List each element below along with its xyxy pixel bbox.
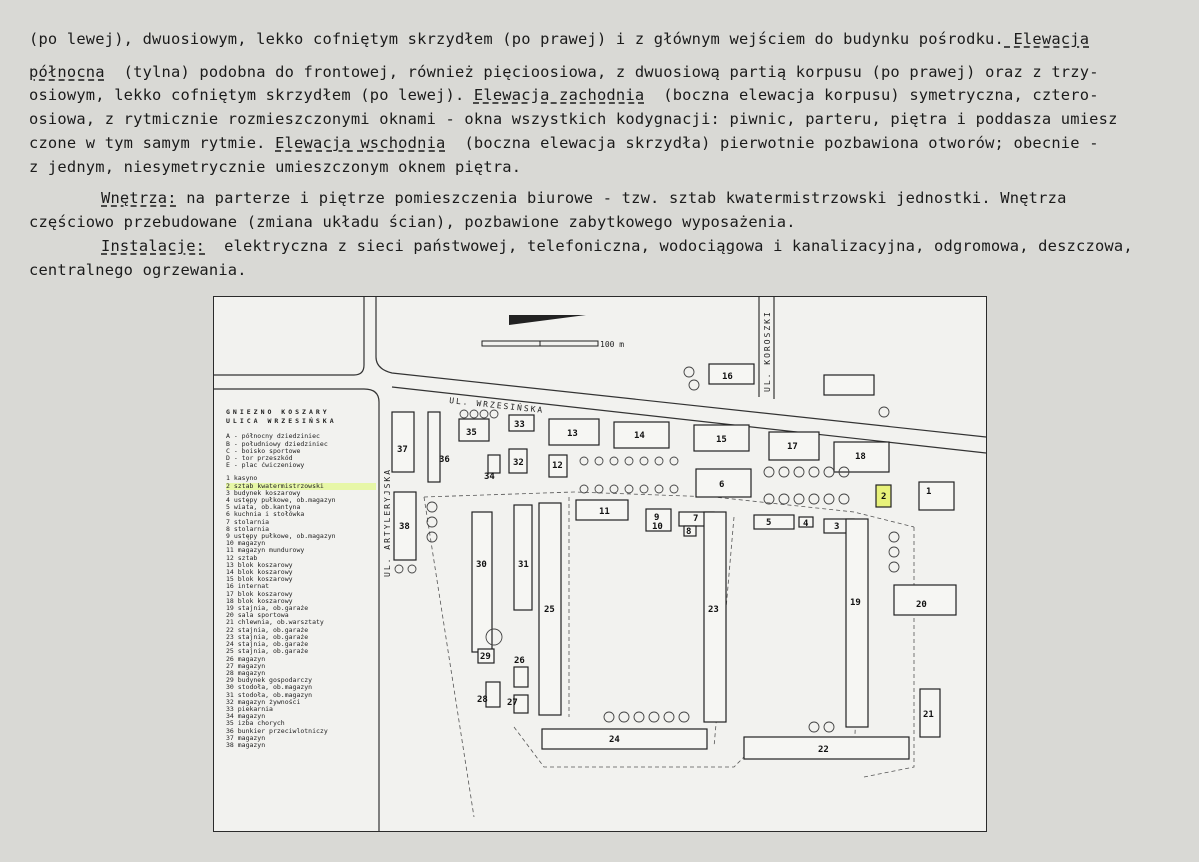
legend-item: 30 stodoła, ob.magazyn [226,683,313,692]
svg-text:20: 20 [916,600,927,610]
svg-text:12: 12 [552,461,563,471]
legend-item: 21 chlewnia, ob.warsztaty [226,618,324,627]
text-line-9: Instalacje: elektryczna z sieci państwowej, telefoniczna, wodociągowa i kanalizacyjna, odgromowa, deszczowa, [101,237,1133,255]
legend-subtitle: ULICA WRZESIŃSKA [226,417,337,426]
legend-item: 24 stajnia, ob.garaże [226,640,309,649]
legend-item: 29 budynek gospodarczy [226,676,313,685]
svg-text:25: 25 [544,605,555,615]
street-artyleryjska-label: UL. ARTYLERYJSKA [383,467,392,577]
svg-text:32: 32 [513,458,524,468]
text-line-3: osiowym, lekko cofniętym skrzydłem (po lewej). Elewacja zachodnia (boczna elewacja korpusu) symetryczna, cztero- [29,86,1099,104]
svg-text:8: 8 [686,527,692,537]
text-line-1: (po lewej), dwuosiowym, lekko cofniętym skrzydłem (po prawej) i z głównym wejściem do budynku pośrodku. Elewacja [29,30,1090,48]
svg-text:16: 16 [722,372,733,382]
legend-item: 7 stolarnia [226,517,270,526]
legend-item: 22 stajnia, ob.garaże [226,625,309,634]
svg-text:24: 24 [609,735,620,745]
legend-item: 2 sztab kwatermistrzowski [226,483,376,490]
scale-label: 100 m [600,340,625,349]
legend-item: 23 stajnia, ob.garaże [226,632,309,641]
legend-item: 14 blok koszarowy [226,568,293,577]
svg-text:37: 37 [397,445,408,455]
svg-text:28: 28 [477,695,488,705]
legend-item: 32 magazyn żywności [226,697,301,706]
legend-item: 10 magazyn [226,539,266,548]
svg-text:17: 17 [787,442,798,452]
legend-item: 34 magazyn [226,712,266,721]
svg-text:22: 22 [818,745,829,755]
svg-text:2: 2 [881,492,887,502]
legend-item: 17 blok koszarowy [226,589,293,598]
legend-item: 6 kuchnia i stołówka [226,510,305,519]
svg-text:19: 19 [850,598,861,608]
svg-text:1: 1 [926,487,932,497]
svg-text:33: 33 [514,420,525,430]
svg-text:30: 30 [476,560,487,570]
svg-text:29: 29 [480,652,491,662]
legend-item: 9 ustępy pułkowe, ob.magazyn [226,532,336,541]
svg-text:7: 7 [693,514,699,524]
legend-item: 5 wiata, ob.kantyna [226,503,301,512]
svg-text:9: 9 [654,513,660,523]
svg-text:6: 6 [719,480,725,490]
legend-item: 25 stajnia, ob.garaże [226,647,309,656]
legend-item: 28 magazyn [226,668,266,677]
svg-text:13: 13 [567,429,578,439]
legend-item: 1 kasyno [226,474,258,483]
text-line-5: czone w tym samym rytmie. Elewacja wschodnia (boczna elewacja skrzydła) pierwotnie pozbawiona otworów; obecnie - [29,134,1099,152]
svg-text:15: 15 [716,435,727,445]
legend-items-list [226,475,376,749]
legend-item: 27 magazyn [226,661,266,670]
legend-title: GNIEZNO KOSZARY [226,408,330,416]
text-line-4: osiowa, z rytmicznie rozmieszczonymi oknami - okna wszystkich kodygnacji: piwnic, parteru, piętra i poddasza umiesz [29,110,1118,128]
legend-item: 4 ustępy pułkowe, ob.magazyn [226,496,336,505]
north-arrow-icon [509,315,586,325]
svg-text:4: 4 [803,519,809,529]
legend-item: 19 stajnia, ob.garaże [226,604,309,613]
svg-text:23: 23 [708,605,719,615]
svg-text:31: 31 [518,560,529,570]
legend-area-a: A - północny dziedziniec [226,432,320,441]
legend-area-e: E - plac ćwiczeniowy [226,461,305,470]
text-line-2: północna (tylna) podobna do frontowej, również pięcioosiowa, z dwuosiową partią korpusu (po prawej) oraz z trzy- [29,63,1099,81]
svg-text:21: 21 [923,710,934,720]
legend-item: 31 stodoła, ob.magazyn [226,690,313,699]
legend-item: 35 izba chorych [226,719,285,728]
text-line-7: Wnętrza: na parterze i piętrze pomieszczenia biurowe - tzw. sztab kwatermistrzowski jednostki. Wnętrza [101,189,1067,207]
svg-text:10: 10 [652,522,663,532]
svg-text:3: 3 [834,522,840,532]
legend-item: 15 blok koszarowy [226,575,293,584]
street-koroszki-label: UL. KOROSZKI [763,310,772,392]
barracks-site-plan [213,296,987,832]
svg-text:35: 35 [466,428,477,438]
legend-area-b: B - południowy dziedziniec [226,439,328,448]
svg-text:11: 11 [599,507,610,517]
map-legend [226,409,376,749]
legend-item: 26 magazyn [226,654,266,663]
legend-item: 12 sztab [226,553,258,562]
legend-item: 3 budynek koszarowy [226,488,301,497]
legend-item: 13 blok koszarowy [226,560,293,569]
svg-text:34: 34 [484,472,495,482]
street-wrzesinska-label: UL. WRZESIŃSKA [448,396,545,415]
legend-area-c: C - boisko sportowe [226,446,301,455]
text-line-6: z jednym, niesymetrycznie umieszczonym oknem piętra. [29,158,522,176]
legend-item: 18 blok koszarowy [226,596,293,605]
text-line-10: centralnego ogrzewania. [29,261,247,279]
legend-item: 8 stolarnia [226,524,270,533]
svg-text:5: 5 [766,518,772,528]
legend-item: 38 magazyn [226,740,266,749]
svg-text:18: 18 [855,452,866,462]
svg-text:14: 14 [634,431,645,441]
legend-item: 36 bunkier przeciwlotniczy [226,726,328,735]
text-line-8: częściowo przebudowane (zmiana układu ścian), pozbawione zabytkowego wyposażenia. [29,213,796,231]
legend-item: 33 piekarnia [226,704,273,713]
legend-item: 20 sala sportowa [226,611,289,620]
legend-area-d: D - tor przeszkód [226,454,293,463]
legend-item: 11 magazyn mundurowy [226,546,305,555]
svg-text:36: 36 [439,455,450,465]
legend-item: 37 magazyn [226,733,266,742]
svg-text:26: 26 [514,656,525,666]
svg-text:38: 38 [399,522,410,532]
legend-item: 16 internat [226,582,270,591]
svg-text:27: 27 [507,698,518,708]
